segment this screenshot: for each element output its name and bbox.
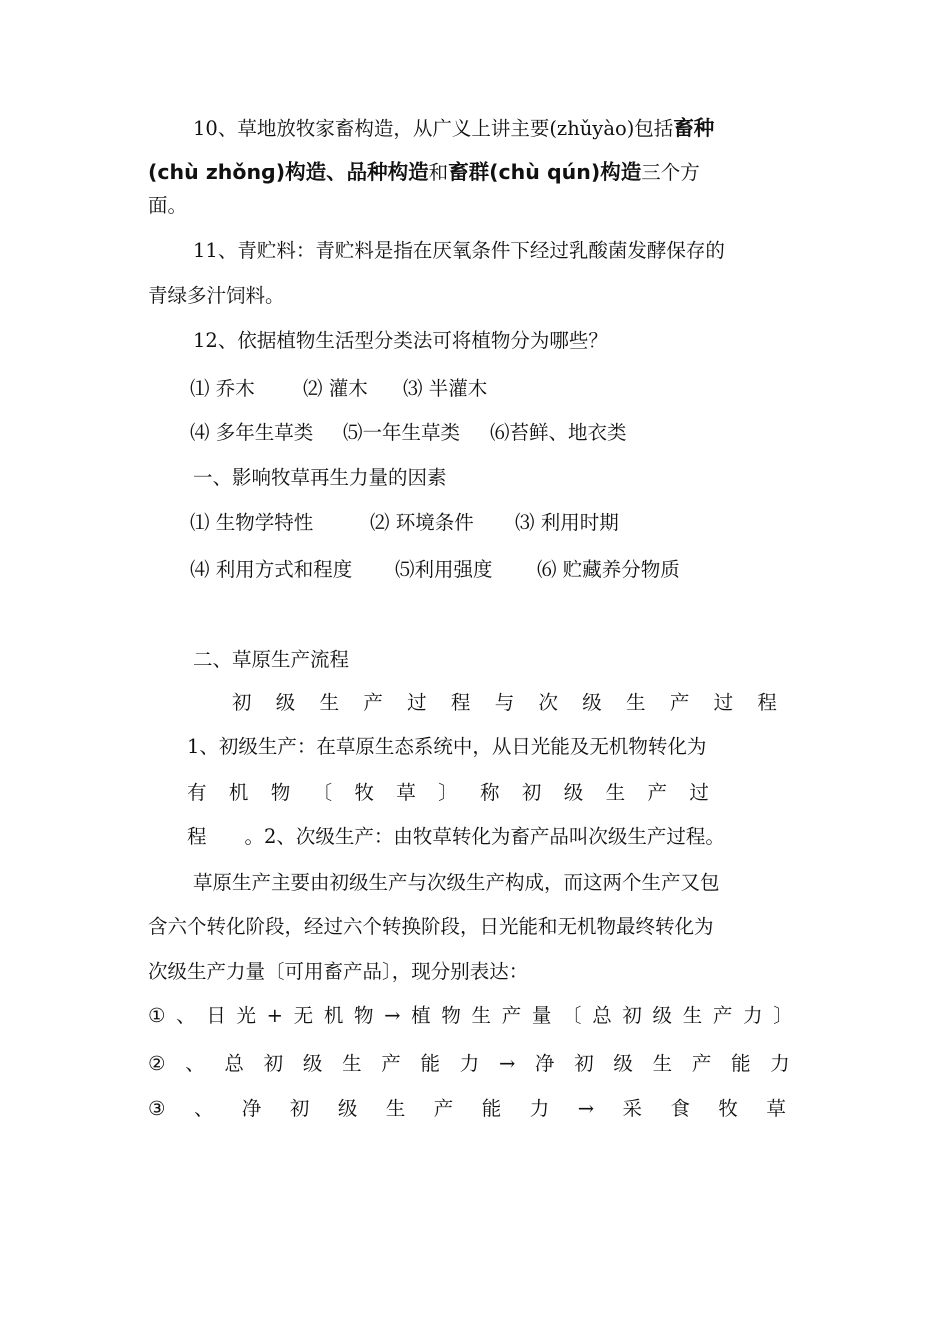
text-char: 采 <box>622 1097 642 1120</box>
text-char: 〔 <box>562 1004 582 1027</box>
item12-question-text: 12、依据植物生活型分类法可将植物分为哪些？ <box>193 329 608 352</box>
section2-subtitle <box>232 693 777 713</box>
primary-production-line3 <box>187 827 725 847</box>
step2-line <box>148 1054 790 1074</box>
text-char: + <box>266 1004 283 1027</box>
text-char: 产 <box>501 1004 522 1027</box>
text-char: 物 <box>441 1004 461 1027</box>
text-char: 生 <box>342 1052 362 1075</box>
section-title: 二、草原生产流程 <box>193 648 350 671</box>
item10-text: 10、草地放牧家畜构造，从广义上讲主要(zhǔyào)包括 <box>193 117 674 140</box>
list-item: ⑴ 生物学特性 <box>190 511 314 534</box>
text-char: 生 <box>385 1097 406 1120</box>
text-char: 有 <box>187 781 207 804</box>
paragraph-line3 <box>148 962 528 982</box>
item11-line1 <box>193 241 725 261</box>
primary-production-line2 <box>187 783 709 803</box>
text-char: 生 <box>605 781 626 804</box>
text-char: 级 <box>613 1052 633 1075</box>
paragraph-text: 。2、次级生产：由牧草转化为畜产品叫次级生产过程。 <box>244 825 725 848</box>
text-char: 初 <box>232 691 252 714</box>
text-char: 产 <box>433 1097 454 1120</box>
text-char: 〕 <box>773 1004 793 1027</box>
paragraph-text: 1、初级生产：在草原生态系统中，从日光能及无机物转化为 <box>187 735 707 758</box>
list-item: ⑸一年生草类 <box>343 421 461 444</box>
text-char: 级 <box>337 1097 358 1120</box>
item10-bold-term: 畜种 <box>673 116 715 140</box>
list-item: ⑷ 利用方式和程度 <box>190 558 353 581</box>
text-char: 产 <box>647 781 667 804</box>
text-char: 级 <box>275 691 296 714</box>
item10-conjunction: 和 <box>428 161 449 184</box>
text-char: 力 <box>743 1004 763 1027</box>
text-char: 初 <box>622 1004 642 1027</box>
text-char: 过 <box>407 691 427 714</box>
text-char: 级 <box>652 1004 673 1027</box>
text-char: 净 <box>534 1052 555 1075</box>
text-char: 无 <box>293 1004 314 1027</box>
text-char: 物 <box>354 1004 374 1027</box>
text-char: 初 <box>289 1097 310 1120</box>
paragraph-line2 <box>148 917 714 937</box>
step-number: ① <box>148 1004 166 1027</box>
text-char: 过 <box>689 781 709 804</box>
paragraph-text: 含六个转化阶段，经过六个转换阶段，日光能和无机物最终转化为 <box>148 915 714 938</box>
item10-line3 <box>148 196 187 216</box>
item11-text: 11、青贮料：青贮料是指在厌氧条件下经过乳酸菌发酵保存的 <box>193 239 725 262</box>
text-char: 食 <box>670 1097 690 1120</box>
text-char: 、 <box>176 1004 196 1027</box>
section-title: 一、影响牧草再生力量的因素 <box>193 466 447 489</box>
text-char: 生 <box>319 691 340 714</box>
arrow-icon: → <box>384 1004 401 1027</box>
text-char: 物 <box>270 781 291 804</box>
text-char: 过 <box>713 691 734 714</box>
text-char: 力 <box>770 1052 790 1075</box>
list-item: ⑹ 贮藏养分物质 <box>537 558 680 581</box>
arrow-icon: → <box>498 1052 516 1075</box>
list-item: ⑶ 利用时期 <box>515 511 619 534</box>
text-char: 级 <box>563 781 584 804</box>
item11-text-end: 青绿多汁饲料。 <box>148 284 285 307</box>
text-char: 草 <box>766 1097 786 1120</box>
step-number: ② <box>148 1052 166 1075</box>
arrow-icon: → <box>577 1097 595 1120</box>
text-char: 牧 <box>354 781 374 804</box>
text-char: 生 <box>652 1052 673 1075</box>
text-char: 初 <box>574 1052 594 1075</box>
text-char: 产 <box>691 1052 712 1075</box>
text-char: 、 <box>185 1052 205 1075</box>
text-char: 初 <box>521 781 542 804</box>
text-char: 机 <box>228 781 249 804</box>
text-char: 力 <box>459 1052 480 1075</box>
text-char: 〔 <box>312 781 333 804</box>
text-char: 次 <box>538 691 558 714</box>
text-char: 生 <box>626 691 646 714</box>
list-item: ⑶ 半灌木 <box>403 377 488 400</box>
item11-line2 <box>148 286 285 306</box>
text-char: 植 <box>411 1004 431 1027</box>
text-char: 产 <box>381 1052 401 1075</box>
step3-line <box>148 1099 786 1119</box>
item10-line1 <box>193 118 714 139</box>
list-item: ⑴ 乔木 <box>190 377 255 400</box>
step1-line <box>148 1006 793 1026</box>
text-char: 草 <box>396 781 416 804</box>
paragraph-text: 草原生产主要由初级生产与次级生产构成，而这两个生产又包 <box>193 871 720 894</box>
text-char: 称 <box>480 781 500 804</box>
text-char: 日 <box>206 1004 226 1027</box>
text-char: 光 <box>236 1004 256 1027</box>
item10-line2 <box>148 162 700 183</box>
text-char: 与 <box>494 691 515 714</box>
text-char: 程 <box>757 691 777 714</box>
list-item: ⑹苔鲜、地衣类 <box>490 421 627 444</box>
text-char: 能 <box>731 1052 751 1075</box>
list-item: ⑵ 环境条件 <box>370 511 474 534</box>
text-char: 净 <box>241 1097 262 1120</box>
list-item: ⑷ 多年生草类 <box>190 421 314 444</box>
section2-title <box>193 650 349 670</box>
text-char: 产 <box>712 1004 733 1027</box>
text-char: 产 <box>363 691 383 714</box>
paragraph-text: 次级生产力量〔可用畜产品〕，现分别表达： <box>148 960 529 983</box>
text-char: 程 <box>450 691 471 714</box>
text-char: 机 <box>323 1004 344 1027</box>
text-char: 、 <box>193 1097 214 1120</box>
section1-title <box>193 468 447 488</box>
text-char: 能 <box>481 1097 502 1120</box>
item10-suffix: 三个方 <box>641 161 700 184</box>
step-number: ③ <box>148 1097 166 1120</box>
list-item: ⑵ 灌木 <box>303 377 368 400</box>
text-char: 能 <box>420 1052 441 1075</box>
text-char: 总 <box>224 1052 244 1075</box>
item12-question <box>193 331 608 351</box>
item10-bold-term-b: 畜群(chù qún)构造 <box>448 160 642 184</box>
item10-bold-term-a: (chù zhǒnɡ)构造、品种构造 <box>148 160 429 184</box>
primary-production-line1 <box>187 737 706 757</box>
text-char: 级 <box>302 1052 323 1075</box>
text-char: 力 <box>529 1097 550 1120</box>
text-char: 程 <box>187 825 207 848</box>
text-char: 总 <box>592 1004 612 1027</box>
text-char: 级 <box>582 691 602 714</box>
text-char: 生 <box>471 1004 492 1027</box>
list-item: ⑸利用强度 <box>395 558 493 581</box>
text-char: 〕 <box>438 781 458 804</box>
item10-text-end: 面。 <box>148 194 188 217</box>
text-char: 产 <box>669 691 690 714</box>
text-char: 初 <box>263 1052 284 1075</box>
text-char: 牧 <box>718 1097 738 1120</box>
text-char: 量 <box>531 1004 552 1027</box>
paragraph-line1 <box>193 873 720 893</box>
text-char: 生 <box>682 1004 703 1027</box>
